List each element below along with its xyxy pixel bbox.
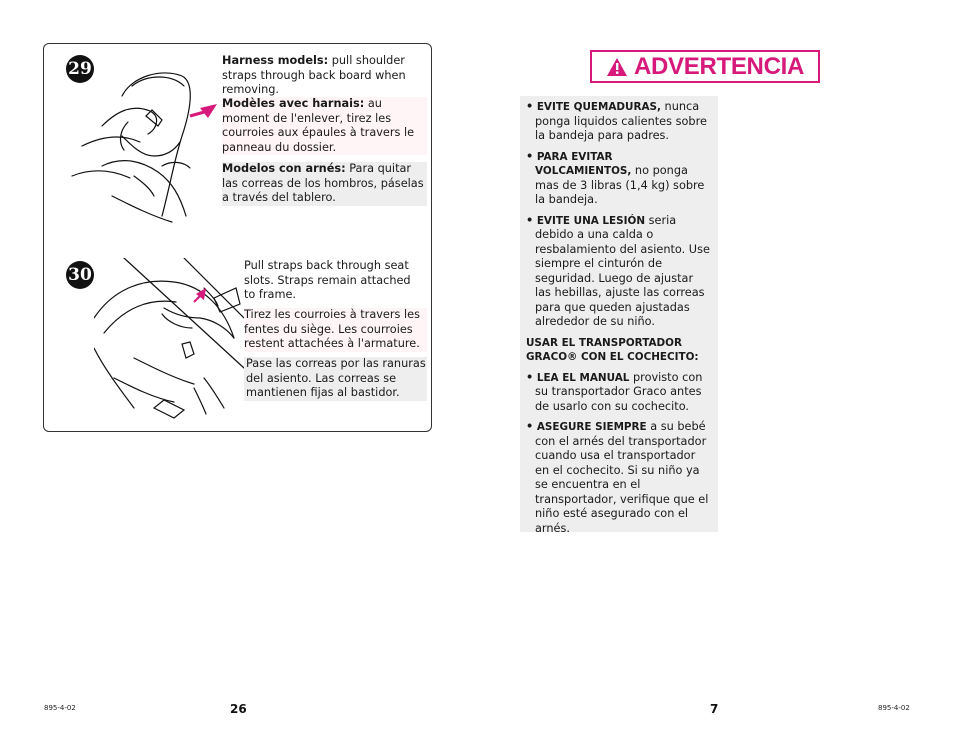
right-page-number: 7 (710, 702, 719, 716)
bullet: • (526, 420, 534, 433)
left-footer-code: 895-4-02 (44, 704, 76, 712)
step-29-spanish-text: Para quitar las correas de los hombros, páselas a través del tablero. (222, 162, 424, 204)
warning-item-heading: LEA EL MANUAL (536, 371, 630, 384)
step-29-english (222, 54, 427, 98)
warning-item-tipping (526, 150, 712, 208)
step-29-french-text: au moment de l'enlever, tirez les courroies aux épaules à travers le panneau du dossier. (222, 97, 415, 154)
warning-item-text: provisto con su transportador Graco antes de usarlo con su cochecito. (535, 370, 703, 413)
warning-item-injury (526, 214, 712, 330)
right-footer-code: 895-4-02 (878, 704, 910, 712)
warning-item-burns (526, 100, 712, 144)
section-heading-text: USAR EL TRANSPORTADOR GRACO® CON EL COCHECITO: (526, 336, 699, 363)
warning-item-heading: PARA EVITAR VOLCAMIENTOS, (535, 150, 632, 177)
warning-item-always-secure (526, 420, 712, 536)
step-29-spanish (222, 162, 427, 206)
warning-item-heading: EVITE QUEMADURAS, (536, 101, 661, 113)
step-29-french-heading: Modèles avec harnais: (222, 97, 365, 110)
step-29-english-text: pull shoulder straps through back board when removing. (222, 54, 406, 96)
step-30-spanish: Pase las correas por las ranuras del asiento. Las correas se mantienen fijas al bastidor. (246, 357, 426, 399)
warning-section-heading (526, 336, 712, 365)
warning-triangle-icon (606, 57, 628, 77)
warning-item-read-manual (526, 371, 712, 415)
step-29-french (222, 97, 427, 155)
warning-item-text: nunca ponga liquidos calientes sobre la bandeja para padres. (535, 100, 707, 142)
left-page-number: 26 (230, 702, 247, 716)
warning-item-text: a su bebé con el arnés del transportador cuando usa el transportador en el cochecito. Si su niño ya se encuentra en el transportador, verifique que el niño esté asegurado con el arnés. (535, 420, 709, 535)
instruction-panel (43, 43, 432, 432)
step-29-badge: 29 (66, 55, 94, 83)
step-30-illustration (94, 258, 244, 428)
step-29-illustration (62, 56, 222, 226)
step-30-badge: 30 (66, 261, 94, 289)
bullet: • (526, 370, 534, 384)
warning-item-heading: EVITE UNA LESIÓN (536, 214, 646, 227)
warning-item-text: seria debido a una calda o resbalamiento del asiento. Use siempre el cinturón de seguridad. Luego de ajustar las hebillas, ajuste las correas para que queden ajustadas alrededor de su niño. (535, 213, 710, 328)
bullet: • (526, 149, 534, 163)
bullet: • (526, 100, 534, 113)
warning-title (590, 50, 820, 83)
warning-item-heading: ASEGURE SIEMPRE (536, 421, 647, 433)
bullet: • (526, 213, 534, 227)
step-30-english: Pull straps back through seat slots. Straps remain attached to frame. (244, 259, 411, 301)
step-29-spanish-heading: Modelos con arnés: (222, 162, 346, 175)
step-29-english-heading: Harness models: (222, 54, 329, 67)
warning-item-text: no ponga mas de 3 libras (1,4 kg) sobre la bandeja. (535, 164, 705, 206)
warning-list (520, 96, 718, 535)
step-30-french: Tirez les courroies à travers les fentes du siège. Les courroies restent attachées à l'armature. (244, 308, 427, 352)
warning-title-text: ADVERTENCIA (633, 52, 805, 80)
